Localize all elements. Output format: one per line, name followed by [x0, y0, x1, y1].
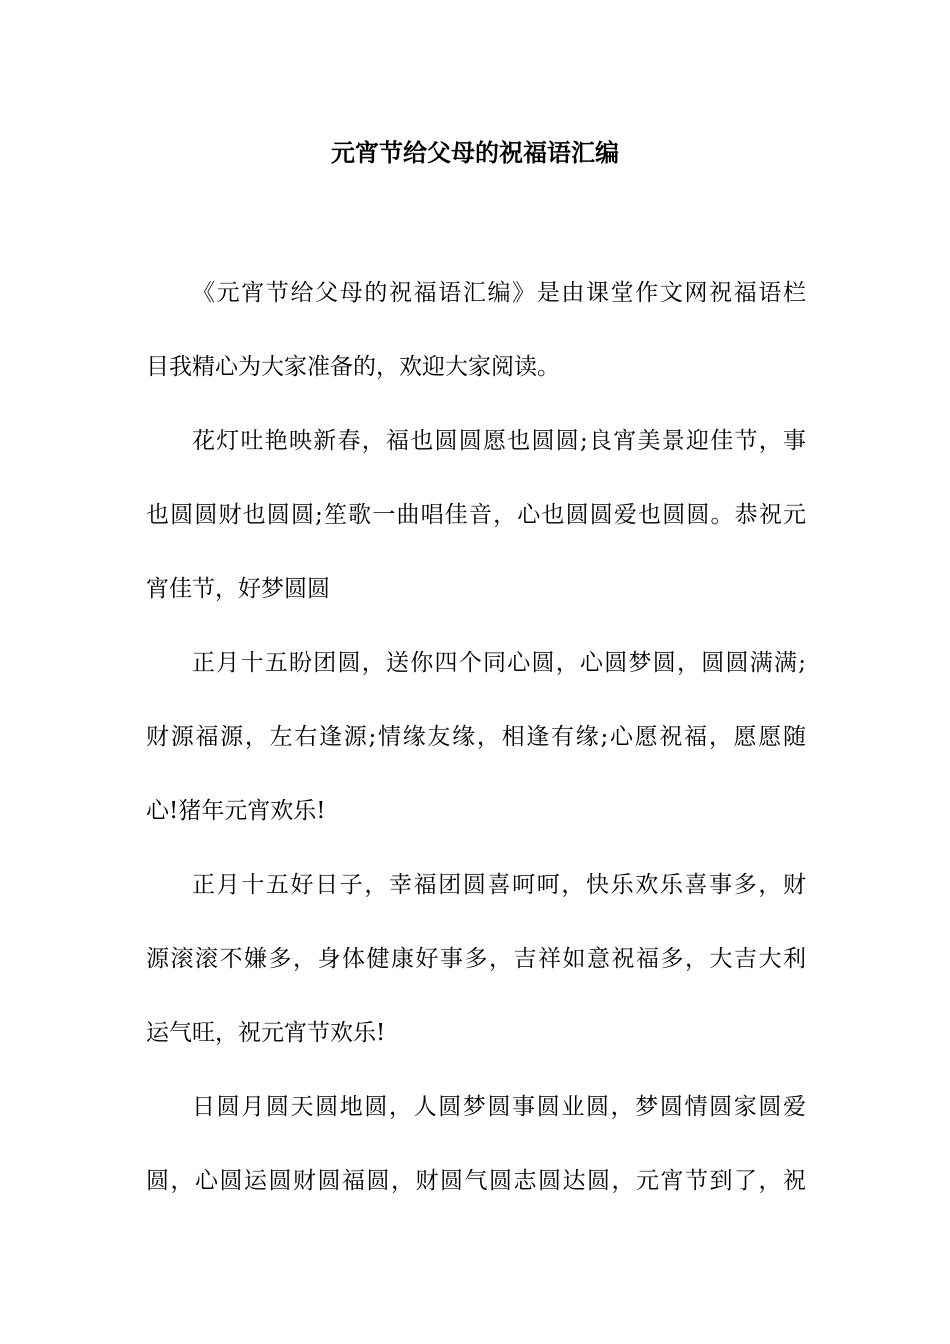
- text-line: 运气旺，祝元宵节欢乐!: [146, 1020, 386, 1046]
- text-line: 财源福源，左右逢源;情缘友缘，相逢有缘;心愿祝福，愿愿随: [146, 724, 806, 750]
- text-line: 日圆月圆天圆地圆，人圆梦圆事圆业圆，梦圆情圆家圆爱: [192, 1094, 806, 1120]
- text-line: 正月十五好日子，幸福团圆喜呵呵，快乐欢乐喜事多，财: [192, 872, 806, 898]
- paragraph-blessing-4: [146, 1070, 806, 1218]
- document-title: 元宵节给父母的祝福语汇编: [331, 138, 619, 167]
- paragraph-blessing-1: [146, 404, 806, 626]
- text-line: 目我精心为大家准备的，欢迎大家阅读。: [146, 354, 560, 380]
- text-line: 心!猪年元宵欢乐!: [146, 798, 326, 824]
- text-line: 也圆圆财也圆圆;笙歌一曲唱佳音，心也圆圆爱也圆圆。恭祝元: [146, 502, 806, 528]
- text-line: 宵佳节，好梦圆圆: [146, 576, 330, 602]
- paragraph-blessing-3: [146, 848, 806, 1070]
- text-line: 花灯吐艳映新春，福也圆圆愿也圆圆;良宵美景迎佳节，事: [192, 428, 806, 454]
- text-line: 圆，心圆运圆财圆福圆，财圆气圆志圆达圆，元宵节到了，祝: [146, 1168, 806, 1194]
- paragraph-intro: [146, 256, 806, 404]
- text-line: 源滚滚不嫌多，身体健康好事多，吉祥如意祝福多，大吉大利: [146, 946, 806, 972]
- text-line: 《元宵节给父母的祝福语汇编》是由课堂作文网祝福语栏: [192, 280, 806, 306]
- text-line: 正月十五盼团圆，送你四个同心圆，心圆梦圆，圆圆满满;: [192, 650, 806, 676]
- document-body: [146, 256, 806, 1218]
- paragraph-blessing-2: [146, 626, 806, 848]
